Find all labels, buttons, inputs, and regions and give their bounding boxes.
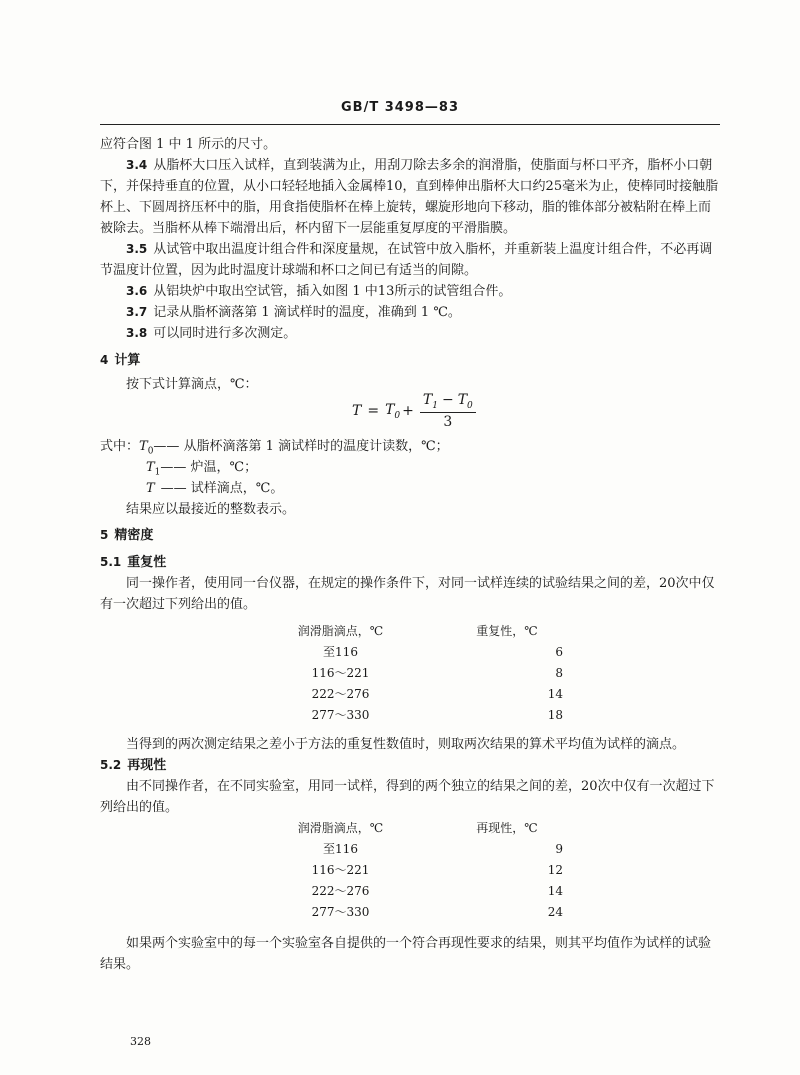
reproducibility-conclusion: 如果两个实验室中的每一个实验室各自提供的一个符合再现性要求的结果，则其平均值作为试样的试验结果。 xyxy=(100,936,712,972)
table-row: 222～276 14 xyxy=(311,687,563,701)
definition-3: T —— 试样滴点，℃。 xyxy=(146,481,284,496)
repeatability-table xyxy=(258,621,591,726)
column-header: 润滑脂滴点，℃ xyxy=(297,624,384,638)
table-row: 至116 9 xyxy=(323,842,563,856)
section-5-heading xyxy=(100,525,720,546)
clause-number: 3.6 xyxy=(126,284,148,298)
repeatability-text: 同一操作者，使用同一台仪器，在规定的操作条件下，对同一试样连续的试验结果之间的差，20次中仅有一次超过下列给出的值。 xyxy=(100,576,715,612)
clause-text: 从试管中取出温度计组合件和深度量规，在试管中放入脂杯，并重新装上温度计组合件，不必再调节温度计位置，因为此时温度计球端和杯口之间已有适当的间隙。 xyxy=(100,242,713,278)
clause-number: 3.4 xyxy=(126,158,148,172)
clause-number: 3.7 xyxy=(126,305,148,319)
formula-fraction xyxy=(420,392,476,430)
result-note: 结果应以最接近的整数表示。 xyxy=(126,502,296,517)
table-row: 至116 6 xyxy=(323,645,563,659)
repeatability-conclusion: 当得到的两次测定结果之差小于方法的重复性数值时，则取两次结果的算术平均值为试样的滴点。 xyxy=(126,737,686,752)
column-header: 重复性，℃ xyxy=(476,624,538,638)
table-header-row xyxy=(258,818,591,839)
reproducibility-table xyxy=(258,818,591,923)
subsection-5-2-heading xyxy=(100,755,720,776)
table-row: 116～221 12 xyxy=(311,863,563,877)
section-number: 4 xyxy=(100,353,109,367)
continuation-line: 应符合图 1 中 1 所示的尺寸。 xyxy=(100,137,277,152)
clause-text: 可以同时进行多次测定。 xyxy=(153,326,297,341)
clause-3-7 xyxy=(100,302,720,323)
clause-number: 3.8 xyxy=(126,326,148,340)
column-header: 润滑脂滴点，℃ xyxy=(297,821,384,835)
clause-number: 3.5 xyxy=(126,242,148,256)
table-row: 222～276 14 xyxy=(311,884,563,898)
header-rule xyxy=(100,124,720,125)
reproducibility-text: 由不同操作者，在不同实验室，用同一试样，得到的两个独立的结果之间的差，20次中仅有一次超过下列给出的值。 xyxy=(100,779,715,815)
section-number: 5 xyxy=(100,528,109,542)
subsection-title: 重复性 xyxy=(127,555,167,570)
formula-plus: + xyxy=(402,402,414,419)
formula-equals: = xyxy=(367,402,380,419)
clause-text: 记录从脂杯滴落第 1 滴试样时的温度，准确到 1 ℃。 xyxy=(153,305,461,320)
section-title: 计算 xyxy=(114,353,141,368)
clause-text: 从脂杯大口压入试样，直到装满为止，用刮刀除去多余的润滑脂，使脂面与杯口平齐，脂杯小口朝下，并保持垂直的位置，从小口轻轻地插入金属棒10，直到棒伸出脂杯大口约25毫米为止，使棒同时接触脂杯上、下圆周挤压杯中的脂，用食指使脂杯在棒上旋转，螺旋形地向下移动，脂的锥体部分被粘附在棒上而被除去。当脂杯从棒下端滑出后，杯内留下一层能重复厚度的平滑脂膜。 xyxy=(100,158,719,236)
table-header-row xyxy=(258,621,591,642)
subsection-5-1-heading xyxy=(100,552,720,573)
where-label: 式中： xyxy=(100,439,140,454)
clause-3-4 xyxy=(100,155,720,239)
clause-3-5 xyxy=(100,239,720,281)
definition-1: 式中：$T_0——$ 从脂杯滴落第 1 滴试样时的温度计读数，℃； xyxy=(100,439,449,457)
section-4-heading xyxy=(100,350,720,371)
clause-3-6 xyxy=(100,281,720,302)
drop-point-formula xyxy=(352,392,476,430)
section-title: 精密度 xyxy=(114,528,154,543)
table-row: 277～330 24 xyxy=(311,905,563,919)
subsection-title: 再现性 xyxy=(127,758,167,773)
definition-2: $T_1——$ 炉温，℃； xyxy=(146,460,258,478)
formula-T0: $T_0$ xyxy=(385,401,401,421)
fraction-numerator: $T_1 - T_0$ xyxy=(420,392,476,413)
standard-header: GB/T 3498—83 xyxy=(341,100,459,115)
fraction-denominator: 3 xyxy=(443,413,453,430)
clause-3-8 xyxy=(100,323,720,344)
formula-T: T xyxy=(352,402,362,419)
table-row: 116～221 8 xyxy=(311,666,563,680)
calc-intro: 按下式计算滴点，℃： xyxy=(126,377,258,392)
subsection-number: 5.2 xyxy=(100,758,122,772)
page-number: 328 xyxy=(130,1035,151,1048)
clause-text: 从铝块炉中取出空试管，插入如图 1 中13所示的试管组合件。 xyxy=(153,284,512,299)
table-row: 277～330 18 xyxy=(311,708,563,722)
subsection-number: 5.1 xyxy=(100,555,122,569)
column-header: 再现性，℃ xyxy=(476,821,538,835)
